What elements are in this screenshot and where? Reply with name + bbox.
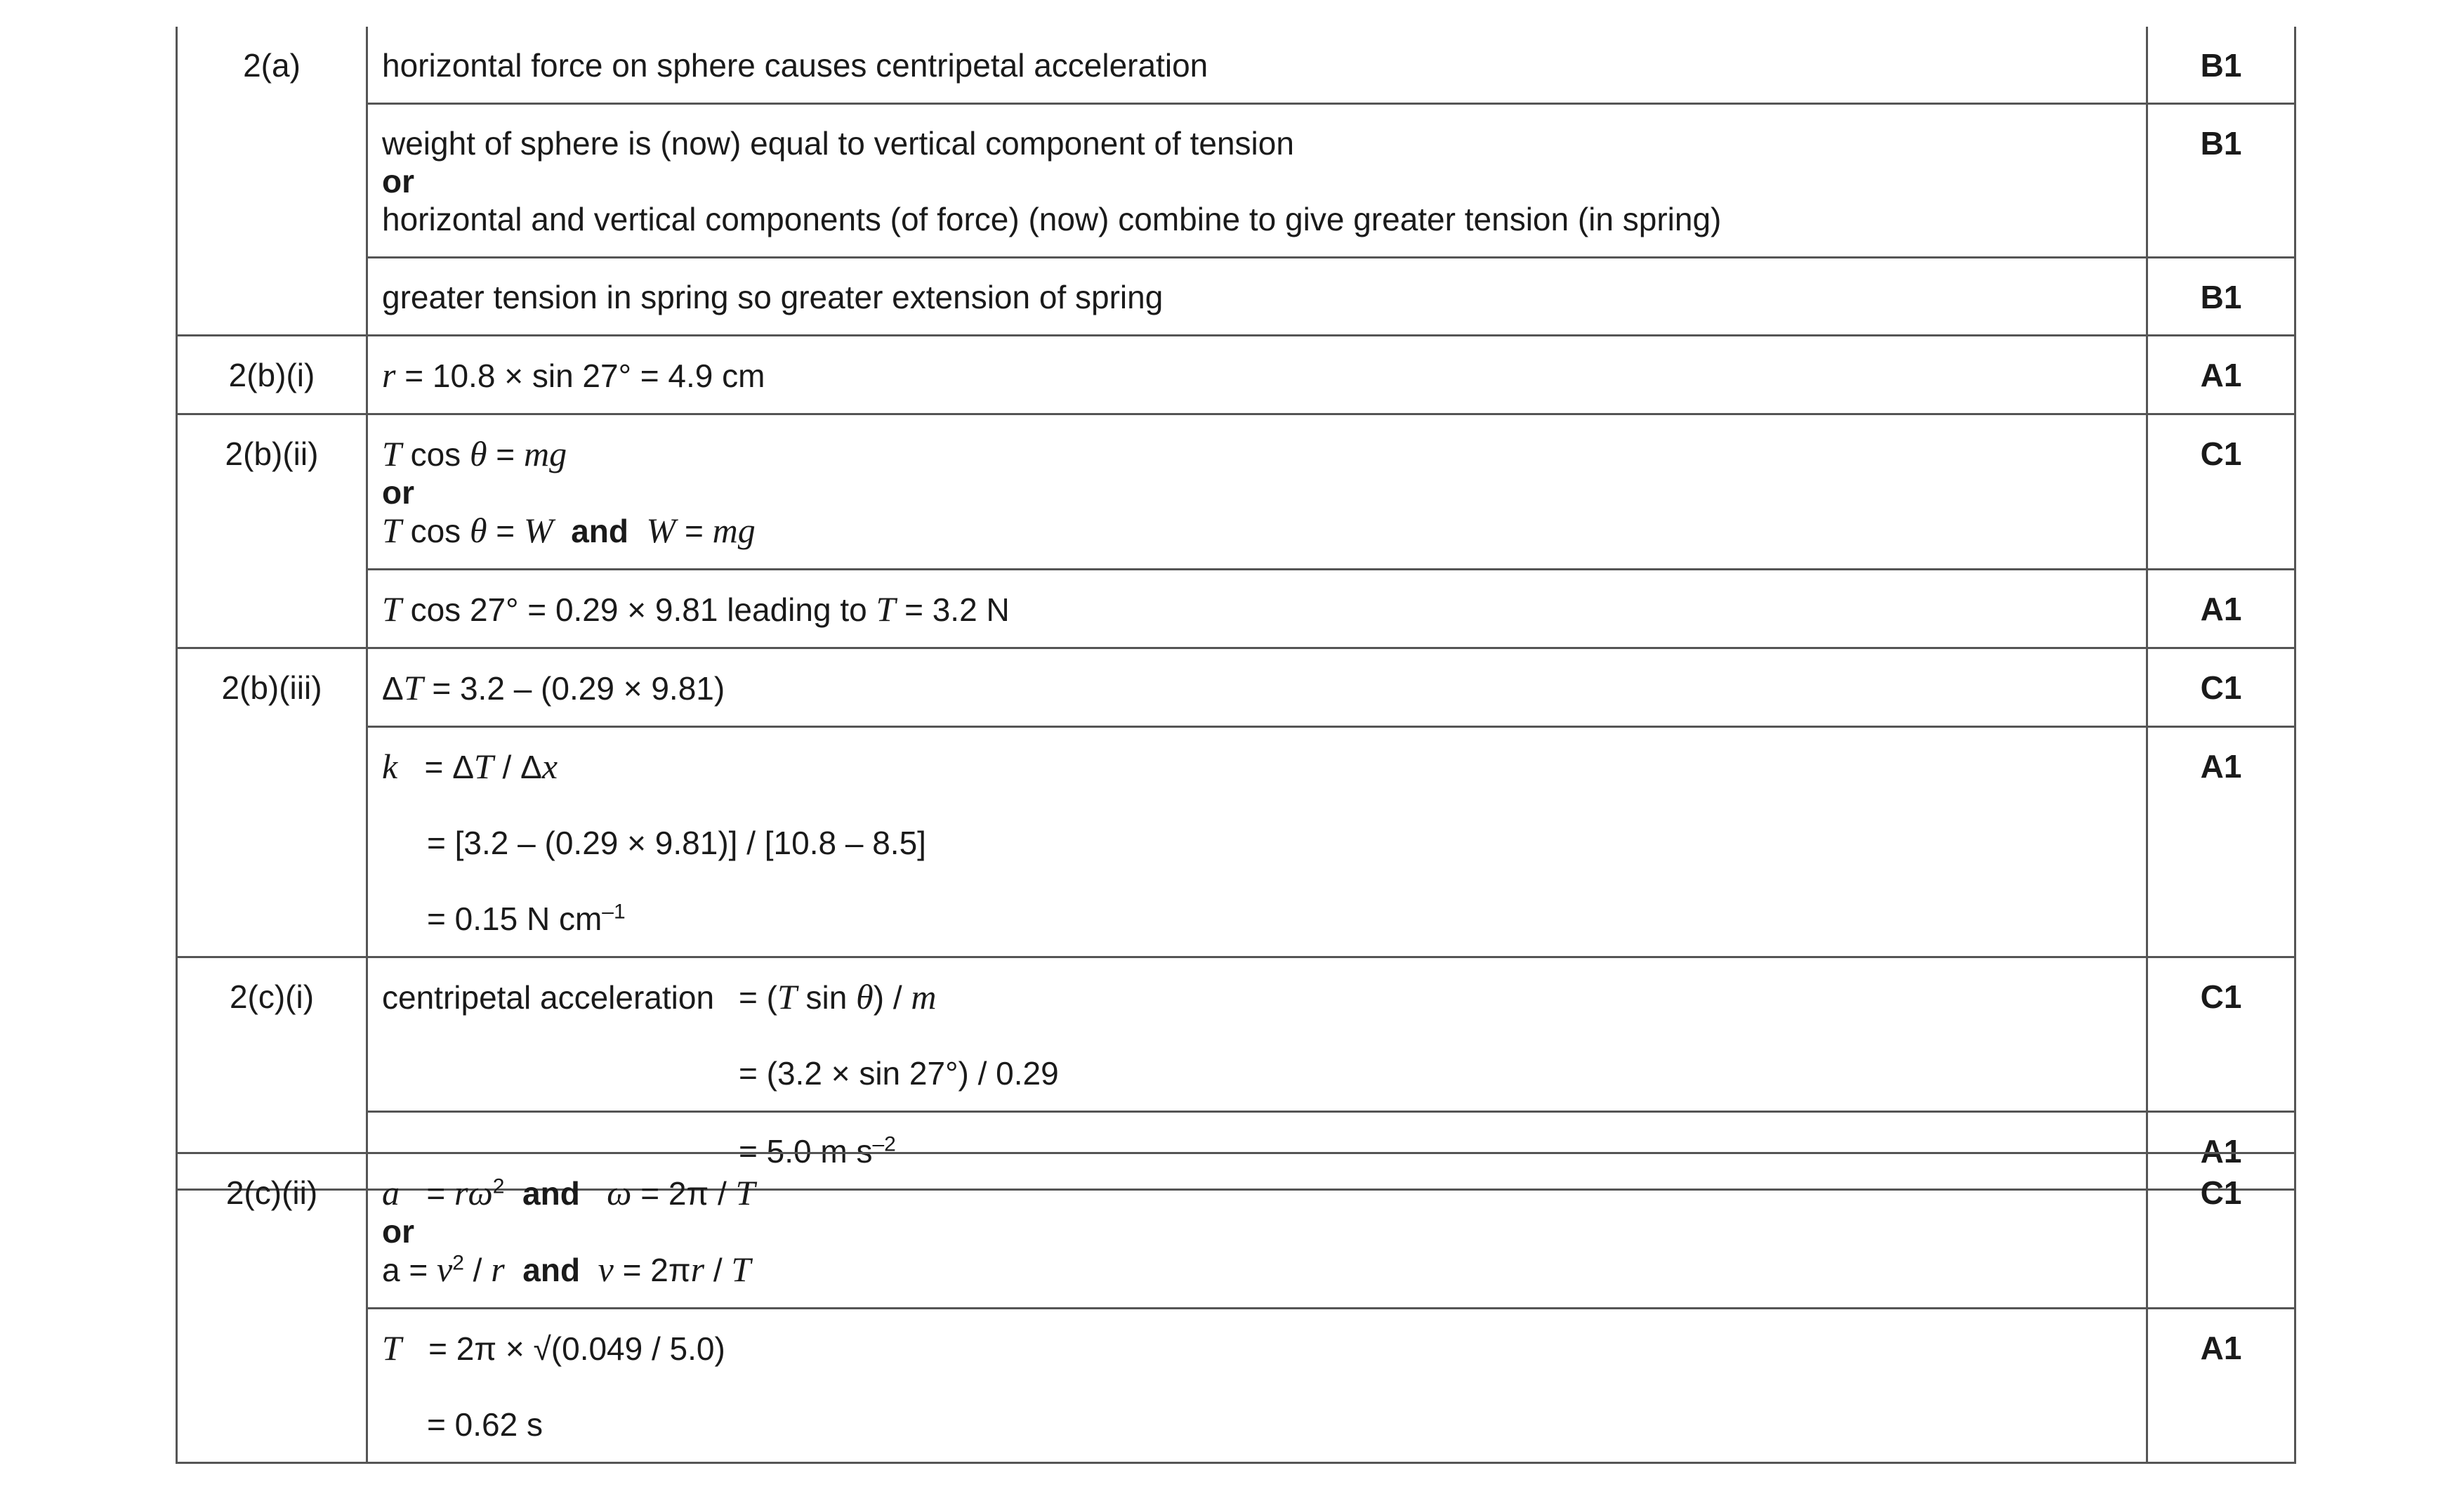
variable: T (382, 511, 402, 550)
equation-text: = 5.0 m s (739, 1133, 873, 1170)
variable: T (382, 589, 402, 629)
equation-line: = 0.62 s (427, 1406, 543, 1443)
equation-text: = 10.8 × sin 27° = 4.9 cm (395, 358, 765, 394)
answer-cell (367, 727, 2147, 957)
question-number: 2(c)(ii) (177, 1153, 367, 1463)
table-row (177, 957, 2295, 1112)
mark-cell: A1 (2147, 570, 2295, 648)
equation-line (382, 900, 2132, 938)
question-number: 2(b)(i) (177, 336, 367, 414)
answer-text: horizontal and vertical components (of force) (now) combine to give greater tension (in spring) (382, 201, 1722, 237)
equation-text: / (704, 1252, 732, 1288)
equation-text: = (676, 513, 713, 549)
equation-line: = [3.2 – (0.29 × 9.81)] / [10.8 – 8.5] (427, 825, 926, 861)
superscript: –2 (872, 1132, 896, 1156)
table-row (177, 414, 2295, 570)
variable: r (690, 1250, 705, 1289)
answer-cell (367, 414, 2147, 570)
and-label: and (571, 513, 628, 549)
table-row (177, 648, 2295, 727)
mark-cell: A1 (2147, 727, 2295, 957)
mark-cell: B1 (2147, 104, 2295, 258)
mark-cell: C1 (2147, 1153, 2295, 1309)
answer-cell (367, 648, 2147, 727)
mark-scheme-table-bottom (176, 1152, 2296, 1464)
answer-cell (367, 104, 2147, 258)
variable: θ (469, 511, 487, 550)
equation-text: ) / (873, 979, 911, 1016)
equation-text: = 2π × √(0.049 / 5.0) (428, 1330, 725, 1367)
table-row (177, 27, 2295, 104)
variable: v (598, 1250, 614, 1289)
equation-text: = 0.15 N cm (427, 901, 602, 937)
equation-text: / Δ (493, 749, 542, 785)
table-row (177, 570, 2295, 648)
variable: r (382, 355, 396, 395)
equation-text: sin (796, 979, 857, 1016)
superscript: –1 (602, 900, 626, 924)
variable: T (876, 589, 896, 629)
equation-text: = 2π (613, 1252, 691, 1288)
table-row (177, 336, 2295, 414)
variable: x (541, 747, 558, 786)
equation-line (382, 1329, 2132, 1368)
or-label: or (382, 1213, 414, 1250)
variable: T (382, 1328, 402, 1368)
equation-text: cos (401, 436, 470, 473)
equation-line (382, 435, 2132, 473)
question-number: 2(b)(iii) (177, 648, 367, 957)
equation-text: = (487, 513, 524, 549)
table-row (177, 104, 2295, 258)
mark-scheme-table-top (176, 27, 2296, 1191)
variable: T (735, 1173, 756, 1212)
answer-cell (367, 336, 2147, 414)
equation-label: centripetal acceleration (382, 979, 715, 1016)
mark-cell: A1 (2147, 1112, 2295, 1190)
mark-cell: A1 (2147, 1309, 2295, 1463)
variable: θ (469, 434, 487, 473)
answer-cell (367, 1309, 2147, 1463)
or-label: or (382, 163, 414, 199)
variable: T (731, 1250, 751, 1289)
answer-cell (367, 1153, 2147, 1309)
equation-text: = (426, 1175, 454, 1212)
variable: m (911, 977, 937, 1016)
equation-text: cos 27° = 0.29 × 9.81 leading to (401, 591, 876, 628)
equation-line (382, 1174, 2132, 1212)
question-number: 2(a) (177, 27, 367, 336)
equation-line (382, 747, 2132, 786)
superscript: 2 (452, 1251, 464, 1275)
variable: v (437, 1250, 453, 1289)
equation-text: = ( (739, 979, 777, 1016)
superscript: 2 (492, 1174, 505, 1198)
mark-cell: C1 (2147, 648, 2295, 727)
variable: mg (523, 434, 567, 473)
variable: T (382, 434, 402, 473)
equation-text: = 2π / (631, 1175, 736, 1212)
variable: W (646, 511, 676, 550)
table-row (177, 258, 2295, 336)
and-label: and (522, 1175, 580, 1212)
answer-text: weight of sphere is (now) equal to vertical component of tension (382, 125, 1294, 162)
equation-text: Δ (382, 670, 404, 707)
equation-text: = Δ (424, 749, 474, 785)
variable: θ (856, 977, 874, 1016)
mark-cell: B1 (2147, 27, 2295, 104)
variable: T (473, 747, 494, 786)
mark-cell: B1 (2147, 258, 2295, 336)
or-label: or (382, 474, 414, 511)
answer-cell (367, 258, 2147, 336)
equation-line (382, 511, 2132, 550)
variable: mg (712, 511, 756, 550)
table-row (177, 1153, 2295, 1309)
mark-cell: C1 (2147, 414, 2295, 570)
variable: T (777, 977, 797, 1016)
question-number: 2(b)(ii) (177, 414, 367, 648)
equation-text: a = (382, 1252, 437, 1288)
equation-text: = (3.2 × sin 27°) / 0.29 (739, 1055, 1059, 1092)
variable: ω (607, 1173, 632, 1212)
variable: rω (454, 1173, 493, 1212)
answer-text: greater tension in spring so greater extension of spring (382, 279, 1164, 315)
question-number: 2(c)(i) (177, 957, 367, 1190)
table-row (177, 1309, 2295, 1463)
and-label: and (522, 1252, 581, 1288)
answer-cell (367, 27, 2147, 104)
variable: a (382, 1173, 400, 1212)
answer-text: horizontal force on sphere causes centripetal acceleration (382, 47, 1208, 84)
equation-text: = (487, 436, 524, 473)
equation-line (382, 978, 2132, 1016)
equation-line (382, 1054, 2132, 1092)
answer-cell (367, 570, 2147, 648)
mark-cell: A1 (2147, 336, 2295, 414)
variable: T (403, 668, 423, 707)
equation-text: cos (401, 513, 470, 549)
equation-line (382, 1250, 2132, 1289)
answer-cell (367, 957, 2147, 1112)
equation-text: / (463, 1252, 492, 1288)
mark-cell: C1 (2147, 957, 2295, 1112)
variable: W (523, 511, 553, 550)
table-row (177, 727, 2295, 957)
variable: r (491, 1250, 505, 1289)
equation-text: = 3.2 N (895, 591, 1010, 628)
equation-text: = 3.2 – (0.29 × 9.81) (423, 670, 725, 707)
variable: k (382, 747, 398, 786)
